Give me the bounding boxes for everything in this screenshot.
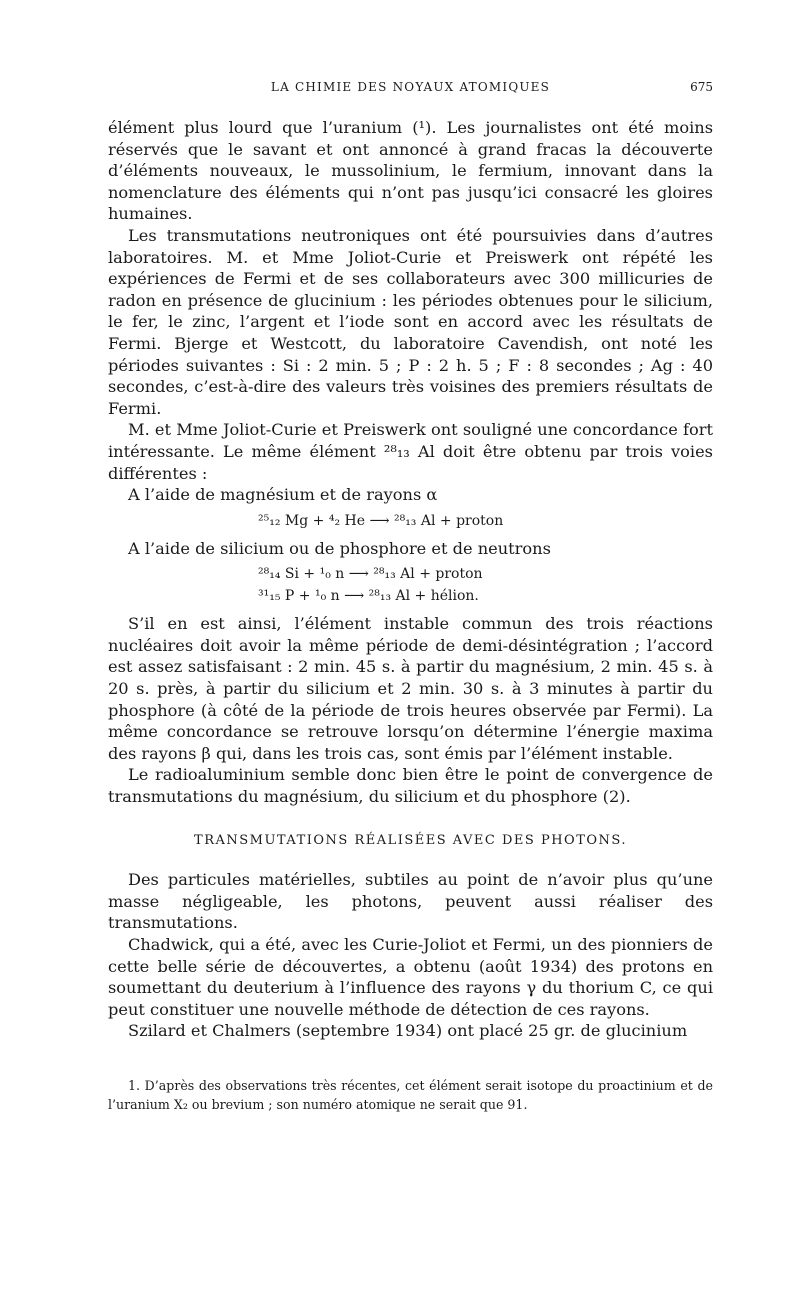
paragraph-radioaluminium: Le radioaluminium semble donc bien être le point de convergence de transmutations du magnésium, du silicium et du phosphore (2). <box>108 765 713 807</box>
running-header <box>108 80 713 94</box>
paragraph-3: M. et Mme Joliot-Curie et Preiswerk ont souligné une concordance fort intéressante. Le même élément ²⁸₁₃ Al doit être obtenu par trois voies différentes : <box>108 420 713 483</box>
equation-alpha <box>258 510 713 532</box>
paragraph-szilard: Szilard et Chalmers (septembre 1934) ont placé 25 gr. de glucinium <box>128 1021 688 1041</box>
section-title: TRANSMUTATIONS RÉALISÉES AVEC DES PHOTONS. <box>194 832 627 848</box>
paragraph-1: élément plus lourd que l’uranium (¹). Les journalistes ont été moins réservés que le savant et ont annoncé à grand fracas la découverte d’éléments nouveaux, le mussolinium, le fermium, innovant dans la nomenclature des éléments qui n’ont pas jusqu’ici consacré les gloires humaines. <box>108 118 713 224</box>
paragraph-chadwick: Chadwick, qui a été, avec les Curie-Joliot et Fermi, un des pionniers de cette belle série de découvertes, a obtenu (août 1934) des protons en soumettant du deuterium à l’influence des rayons γ du thorium C, ce qui peut constituer une nouvelle méthode de détection de ces rayons. <box>108 935 713 1019</box>
paragraph-alpha-intro: A l’aide de magnésium et de rayons α <box>128 485 438 505</box>
equations-neutron <box>258 563 713 607</box>
paragraph-period: S’il en est ainsi, l’élément instable commun des trois réactions nucléaires doit avoir la même période de demi-désintégration ; l’accord est assez satisfaisant : 2 min. 45 s. à partir du magnésium, 2 min. 45 s. à 20 s. près, à partir du silicium et 2 min. 30 s. à 3 minutes à partir du phosphore (à côté de la période de trois heures observée par Fermi). La même concordance se retrouve lorsqu’on détermine l’énergie maxima des rayons β qui, dans les trois cas, sont émis par l’élément instable. <box>108 614 713 763</box>
equation-mg-alpha: ²⁵₁₂ Mg + ⁴₂ He ⟶ ²⁸₁₃ Al + proton <box>258 512 504 529</box>
running-title: LA CHIMIE DES NOYAUX ATOMIQUES <box>270 80 551 94</box>
paragraph-neutron-intro: A l’aide de silicium ou de phosphore et de neutrons <box>128 538 551 558</box>
page-body <box>108 117 713 1042</box>
footnote: 1. D’après des observations très récentes, cet élément serait isotope du proactinium et de l’uranium X₂ ou brevium ; son numéro atomique ne serait que 91. <box>108 1078 713 1112</box>
equation-p-neutron: ³¹₁₅ P + ¹₀ n ⟶ ²⁸₁₃ Al + hélion. <box>258 588 479 605</box>
equation-si-neutron: ²⁸₁₄ Si + ¹₀ n ⟶ ²⁸₁₃ Al + proton <box>258 566 483 583</box>
paragraph-photons: Des particules matérielles, subtiles au point de n’avoir plus qu’une masse négligeable, les photons, peuvent aussi réaliser des transmutations. <box>108 870 713 933</box>
paragraph-2: Les transmutations neutroniques ont été poursuivies dans d’autres laboratoires. M. et Mme Joliot-Curie et Preiswerk ont répété les expériences de Fermi et de ses collaborateurs avec 300 millicuries de radon en présence de glucinium : les périodes obtenues pour le silicium, le fer, le zinc, l’argent et l’iode sont en accord avec les résultats de Fermi. Bjerge et Westcott, du laboratoire Cavendish, ont noté les périodes suivantes : Si : 2 min. 5 ; P : 2 h. 5 ; F : 8 secondes ; Ag : 40 secondes, c’est-à-dire des valeurs très voisines des premiers résultats de Fermi. <box>108 225 713 418</box>
page-number: 675 <box>690 80 713 94</box>
